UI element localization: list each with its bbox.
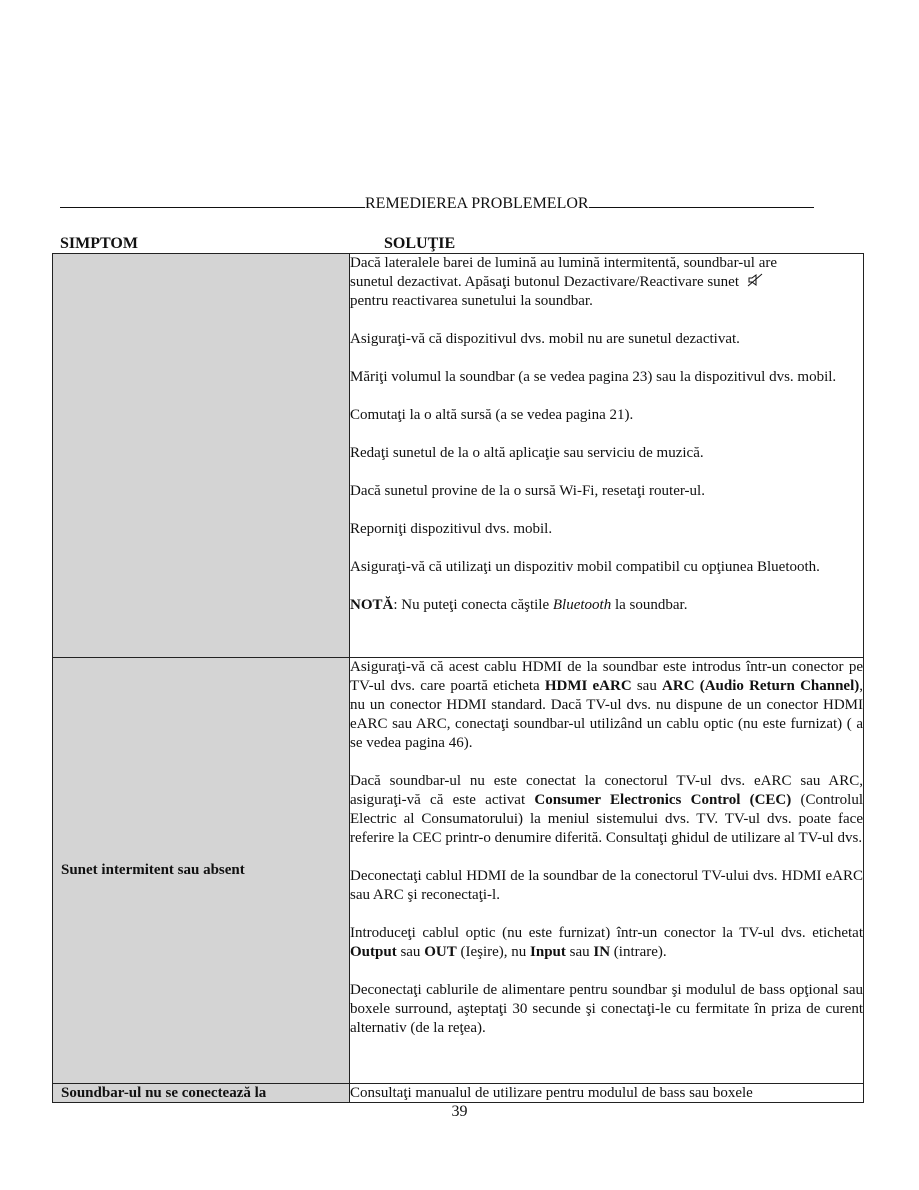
- page-number: 39: [451, 1103, 468, 1120]
- solution-paragraph: Asiguraţi-vă că utilizaţi un dispozitiv mobil compatibil cu opţiunea Bluetooth.: [350, 559, 820, 575]
- solution-paragraph: Măriţi volumul la soundbar (a se vedea pagina 23) sau la dispozitivul dvs. mobil.: [350, 369, 837, 385]
- solution-paragraph: [350, 254, 863, 311]
- symptom-cell: Soundbar-ul nu se conectează la: [53, 1084, 350, 1103]
- solution-text: Dacă lateralele barei de lumină au lumină intermitentă, soundbar-ul are: [350, 255, 778, 271]
- note-label: NOTĂ: [350, 597, 394, 613]
- solution-paragraph: Reporniţi dispozitivul dvs. mobil.: [350, 521, 553, 537]
- note-paragraph: NOTĂ: Nu puteţi conecta căştile Bluetooth la soundbar.: [350, 597, 688, 613]
- column-header-symptom: SIMPTOM: [60, 235, 138, 252]
- solution-paragraph: Consultaţi manualul de utilizare pentru modulul de bass sau boxele: [350, 1085, 753, 1101]
- solution-paragraph: Deconectaţi cablul HDMI de la soundbar de la conectorul TV-ului dvs. HDMI eARC sau ARC şi reconectaţi-l.: [350, 868, 863, 903]
- solution-paragraph: Redaţi sunetul de la o altă aplicaţie sau serviciu de muzică.: [350, 445, 704, 461]
- symptom-cell: [53, 254, 350, 658]
- solution-paragraph: Dacă soundbar-ul nu este conectat la conectorul TV-ul dvs. eARC sau ARC, asiguraţi-vă că este activat Consumer Electronics Control (CEC) (Controlul Electric al Consumatorului) la meniul sistemului dvs. TV. TV-ul dvs. poate face referire la CEC printr-o denumire diferită. Consultaţi ghidul de utilizare al TV-ul dvs.: [350, 773, 864, 846]
- solution-paragraph: Asiguraţi-vă că acest cablu HDMI de la soundbar este introdus într-un conector pe TV-ul dvs. care poartă eticheta HDMI eARC sau ARC (Audio Return Channel), nu un conector HDMI standard. Dacă TV-ul dvs. nu dispune de un conector HDMI eARC sau ARC, conectaţi soundbar-ul utilizând un cablu optic (nu este furnizat) ( a se vedea pagina 46).: [350, 659, 863, 751]
- section-title: REMEDIEREA PROBLEMELOR: [365, 195, 589, 212]
- solution-paragraph: Deconectaţi cablurile de alimentare pentru soundbar şi modulul de bass opţional sau boxele surround, aşteptaţi 30 secunde şi conectaţi-le cu fermitate în priza de curent alternativ (de la reţea).: [350, 982, 863, 1036]
- solution-paragraph: Introduceţi cablul optic (nu este furnizat) într-un conector la TV-ul dvs. etichetat Output sau OUT (Ieşire), nu Input sau IN (intrare).: [350, 925, 863, 960]
- table-row: [53, 254, 864, 658]
- header-rule-right: [589, 193, 814, 208]
- solution-cell: [350, 658, 864, 1084]
- header-rule-left: [60, 193, 365, 208]
- solution-paragraph: Asiguraţi-vă că dispozitivul dvs. mobil nu are sunetul dezactivat.: [350, 331, 740, 347]
- table-row: [53, 658, 864, 1084]
- column-header-solution: SOLUŢIE: [384, 235, 456, 252]
- solution-paragraph: Comutaţi la o altă sursă (a se vedea pagina 21).: [350, 407, 634, 423]
- troubleshooting-table: [52, 253, 864, 1103]
- solution-cell: [350, 1084, 864, 1103]
- table-row: [53, 1084, 864, 1103]
- solution-text: sunetul dezactivat. Apăsaţi butonul Dezactivare/Reactivare sunet: [350, 274, 740, 290]
- solution-text: pentru reactivarea sunetului la soundbar.: [350, 293, 593, 309]
- solution-cell: [350, 254, 864, 658]
- solution-paragraph: Dacă sunetul provine de la o sursă Wi-Fi, resetaţi router-ul.: [350, 483, 705, 499]
- mute-speaker-icon: [747, 273, 763, 287]
- symptom-cell: Sunet intermitent sau absent: [53, 658, 350, 1084]
- section-header: [60, 193, 845, 214]
